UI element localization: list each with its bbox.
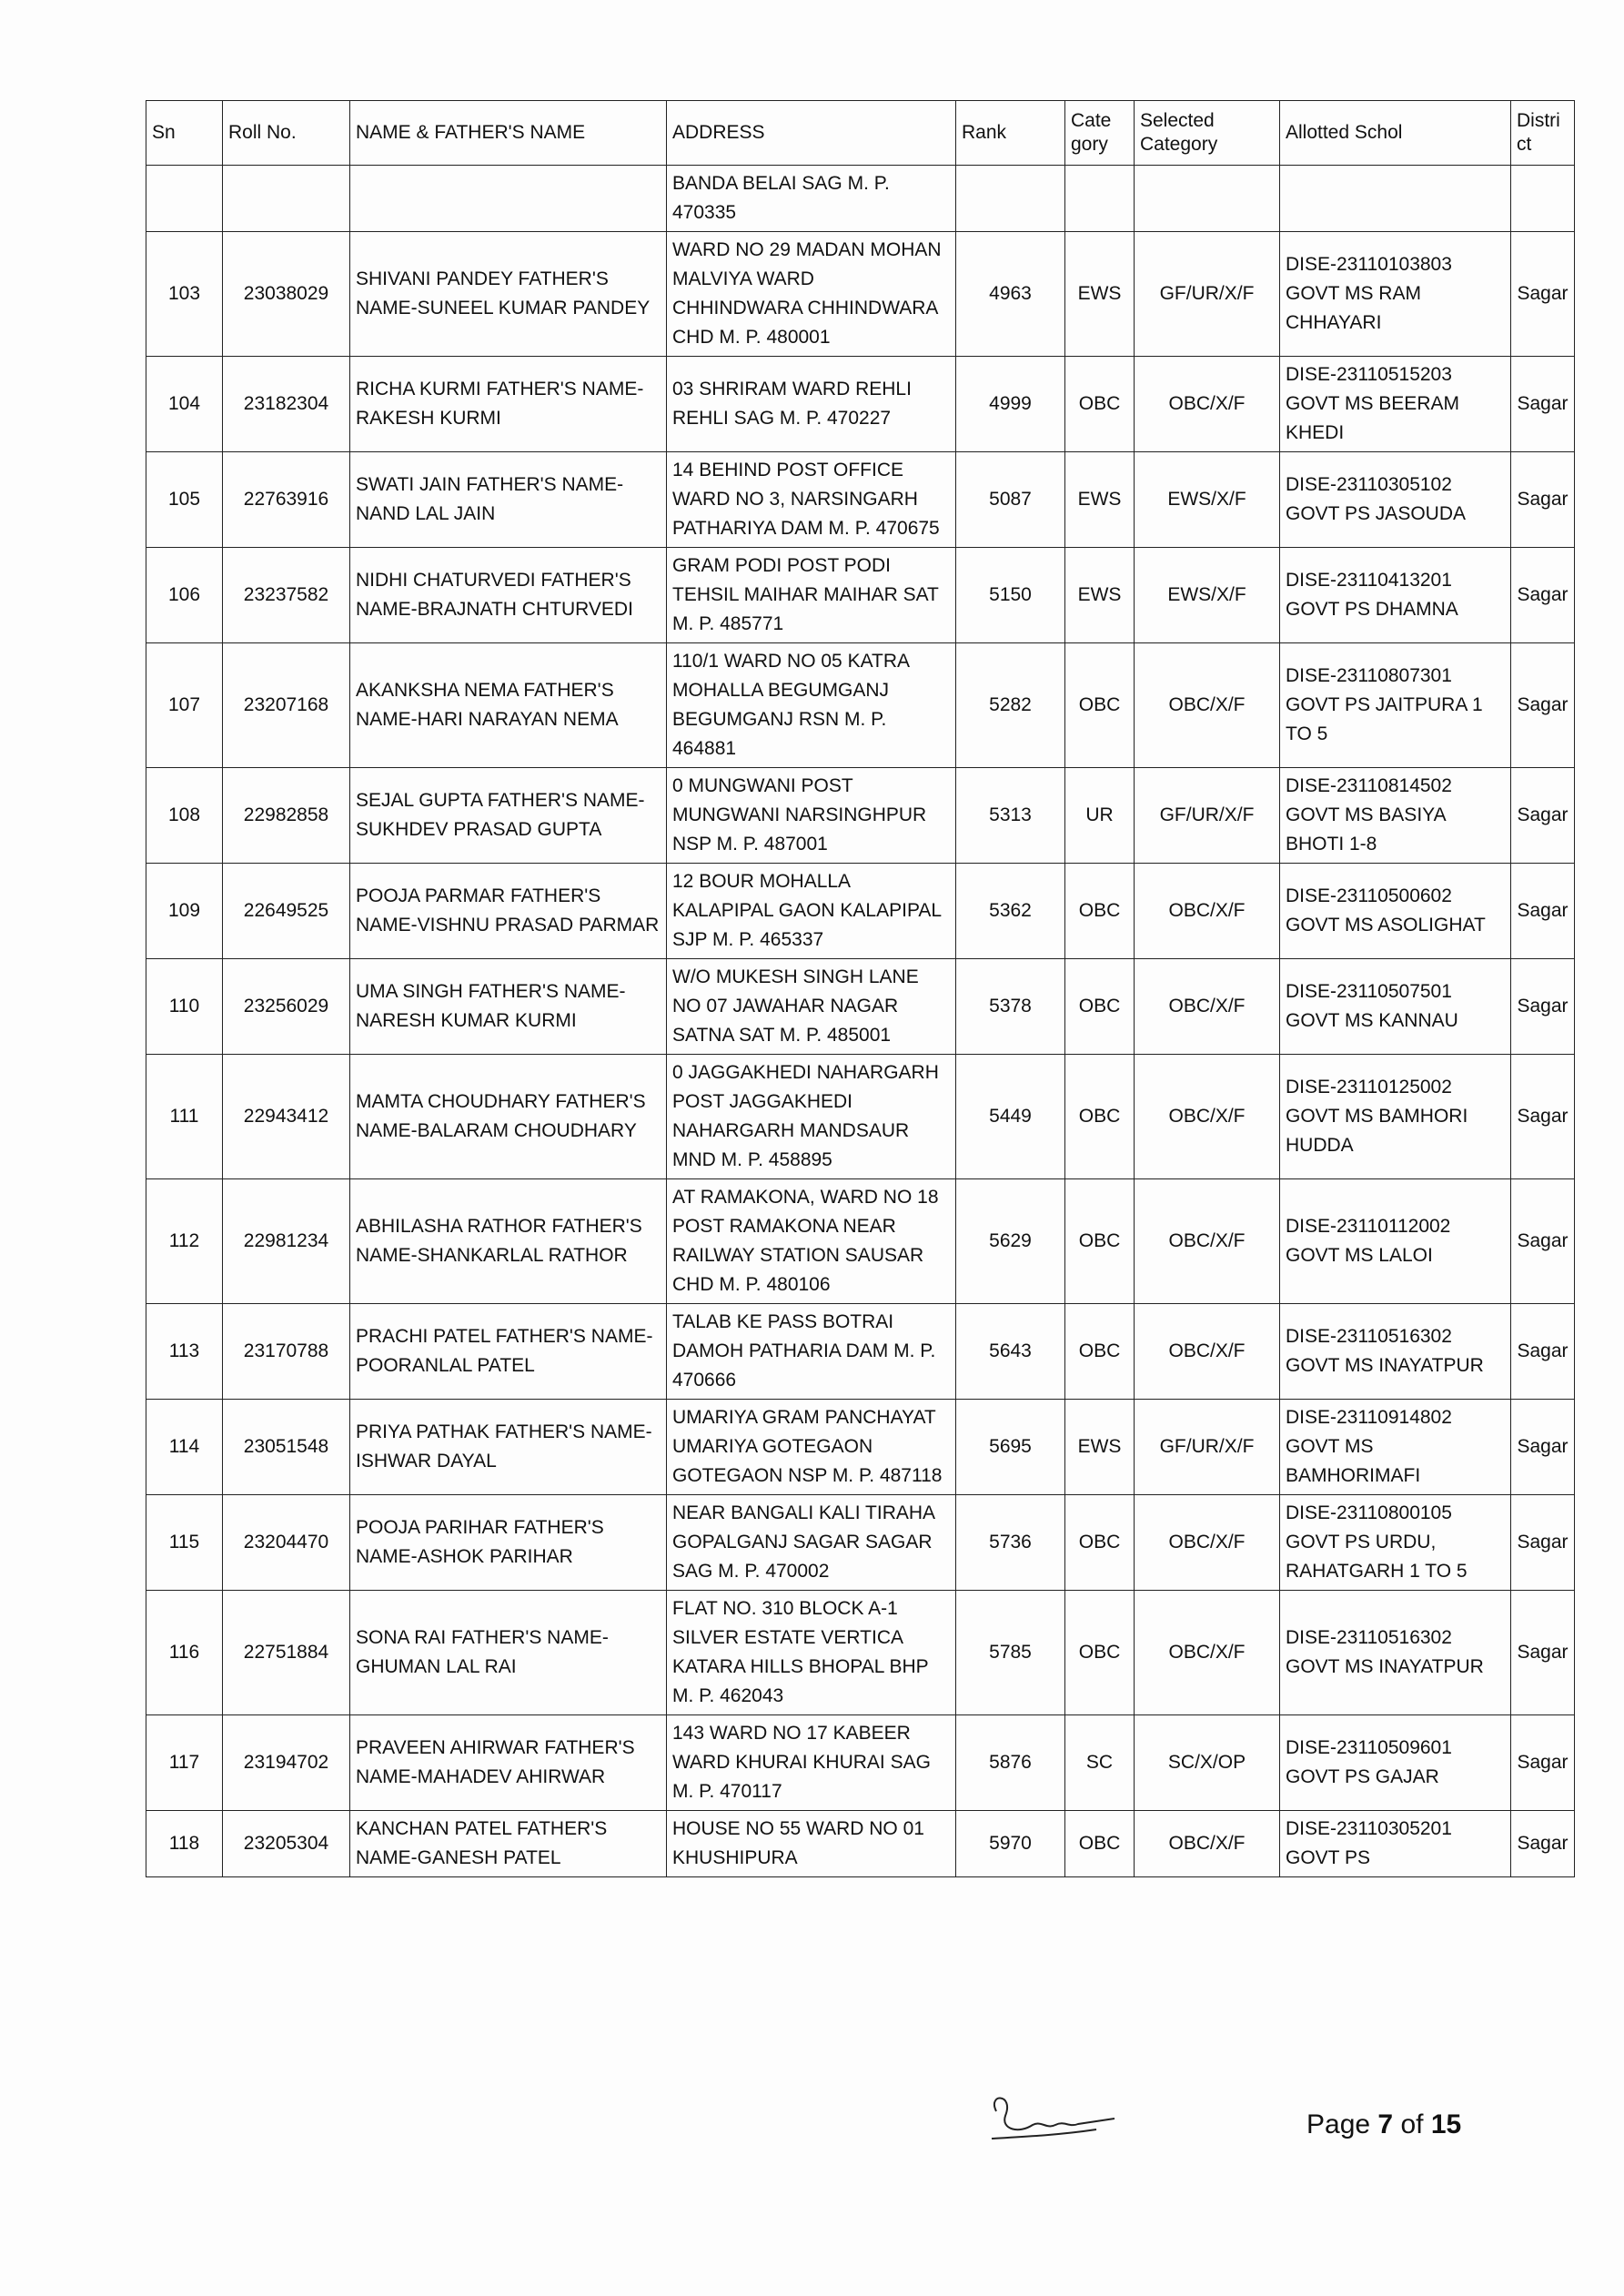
table-row — [146, 1811, 1575, 1877]
row-name: SEJAL GUPTA FATHER'S NAME-SUKHDEV PRASAD GUPTA — [350, 768, 667, 864]
row-address: 12 BOUR MOHALLA KALAPIPAL GAON KALAPIPAL SJP M. P. 465337 — [667, 864, 956, 959]
row-name: NIDHI CHATURVEDI FATHER'S NAME-BRAJNATH CHTURVEDI — [350, 548, 667, 643]
row-selected-category: OBC/X/F — [1135, 1055, 1280, 1179]
row-name: PRAVEEN AHIRWAR FATHER'S NAME-MAHADEV AHIRWAR — [350, 1715, 667, 1811]
row-allotted-school: DISE-23110103803 GOVT MS RAM CHHAYARI — [1280, 232, 1511, 357]
row-rank: 4963 — [956, 232, 1065, 357]
row-roll-no: 23237582 — [223, 548, 350, 643]
row-sn: 115 — [146, 1495, 223, 1591]
header-rank: Rank — [956, 101, 1065, 166]
row-address: 03 SHRIRAM WARD REHLI REHLI SAG M. P. 470227 — [667, 357, 956, 452]
header-category — [1065, 101, 1135, 166]
row-name: SONA RAI FATHER'S NAME-GHUMAN LAL RAI — [350, 1591, 667, 1715]
page-label: Page — [1306, 2109, 1371, 2139]
row-category: EWS — [1065, 548, 1135, 643]
row-sn: 114 — [146, 1400, 223, 1495]
header-selected-line2: Category — [1140, 134, 1218, 155]
row-district: Sagar — [1511, 1811, 1575, 1877]
row-rank: 5736 — [956, 1495, 1065, 1591]
header-selected-line1: Selected — [1140, 110, 1215, 131]
row-roll-no: 22982858 — [223, 768, 350, 864]
row-rank: 5362 — [956, 864, 1065, 959]
row-name: POOJA PARMAR FATHER'S NAME-VISHNU PRASAD PARMAR — [350, 864, 667, 959]
signature-mark — [978, 2084, 1124, 2157]
of-label: of — [1400, 2109, 1424, 2139]
row-category: OBC — [1065, 1591, 1135, 1715]
table-row — [146, 1495, 1575, 1591]
table-row — [146, 959, 1575, 1055]
header-category-line1: Cate — [1071, 110, 1112, 131]
row-district: Sagar — [1511, 548, 1575, 643]
row-category: OBC — [1065, 959, 1135, 1055]
row-district: Sagar — [1511, 959, 1575, 1055]
table-row — [146, 768, 1575, 864]
row-name: UMA SINGH FATHER'S NAME-NARESH KUMAR KURMI — [350, 959, 667, 1055]
row-name: SWATI JAIN FATHER'S NAME-NAND LAL JAIN — [350, 452, 667, 548]
row-category: OBC — [1065, 864, 1135, 959]
row-name: PRACHI PATEL FATHER'S NAME-POORANLAL PATEL — [350, 1304, 667, 1400]
row-district: Sagar — [1511, 768, 1575, 864]
row-name: SHIVANI PANDEY FATHER'S NAME-SUNEEL KUMAR PANDEY — [350, 232, 667, 357]
row-allotted-school: DISE-23110516302 GOVT MS INAYATPUR — [1280, 1591, 1511, 1715]
row-name: ABHILASHA RATHOR FATHER'S NAME-SHANKARLAL RATHOR — [350, 1179, 667, 1304]
row-selected-category: OBC/X/F — [1135, 1495, 1280, 1591]
row-selected-category: GF/UR/X/F — [1135, 1400, 1280, 1495]
row-selected-category: OBC/X/F — [1135, 959, 1280, 1055]
row-allotted-school: DISE-23110509601 GOVT PS GAJAR — [1280, 1715, 1511, 1811]
row-selected-category: OBC/X/F — [1135, 1179, 1280, 1304]
row-selected-category: GF/UR/X/F — [1135, 232, 1280, 357]
row-address: 110/1 WARD NO 05 KATRA MOHALLA BEGUMGANJ BEGUMGANJ RSN M. P. 464881 — [667, 643, 956, 768]
row-district: Sagar — [1511, 643, 1575, 768]
table-header-row — [146, 101, 1575, 166]
row-district: Sagar — [1511, 1055, 1575, 1179]
row-address: 14 BEHIND POST OFFICE WARD NO 3, NARSINGARH PATHARIYA DAM M. P. 470675 — [667, 452, 956, 548]
row-rank: 5449 — [956, 1055, 1065, 1179]
row-address: 0 MUNGWANI POST MUNGWANI NARSINGHPUR NSP M. P. 487001 — [667, 768, 956, 864]
row-allotted-school: DISE-23110305201 GOVT PS — [1280, 1811, 1511, 1877]
row-rank: 5313 — [956, 768, 1065, 864]
row-roll-no: 22763916 — [223, 452, 350, 548]
row-allotted-school: DISE-23110516302 GOVT MS INAYATPUR — [1280, 1304, 1511, 1400]
row-allotted-school: DISE-23110507501 GOVT MS KANNAU — [1280, 959, 1511, 1055]
allotment-table — [146, 100, 1575, 1877]
table-row — [146, 1304, 1575, 1400]
row-allotted-school: DISE-23110814502 GOVT MS BASIYA BHOTI 1-8 — [1280, 768, 1511, 864]
row-category: SC — [1065, 1715, 1135, 1811]
row-sn: 107 — [146, 643, 223, 768]
row-rank: 5378 — [956, 959, 1065, 1055]
row-selected-category: EWS/X/F — [1135, 548, 1280, 643]
row-address: WARD NO 29 MADAN MOHAN MALVIYA WARD CHHINDWARA CHHINDWARA CHD M. P. 480001 — [667, 232, 956, 357]
row-selected-category: OBC/X/F — [1135, 1811, 1280, 1877]
row-roll-no: 23194702 — [223, 1715, 350, 1811]
row-roll-no: 23204470 — [223, 1495, 350, 1591]
row-rank: 5629 — [956, 1179, 1065, 1304]
row-address: HOUSE NO 55 WARD NO 01 KHUSHIPURA — [667, 1811, 956, 1877]
header-address: ADDRESS — [667, 101, 956, 166]
row-address: W/O MUKESH SINGH LANE NO 07 JAWAHAR NAGAR SATNA SAT M. P. 485001 — [667, 959, 956, 1055]
row-sn: 112 — [146, 1179, 223, 1304]
row-roll-no: 23205304 — [223, 1811, 350, 1877]
row-rank: 5876 — [956, 1715, 1065, 1811]
row-roll-no: 23038029 — [223, 232, 350, 357]
row-district: Sagar — [1511, 864, 1575, 959]
row-sn: 111 — [146, 1055, 223, 1179]
row-category: OBC — [1065, 1179, 1135, 1304]
row-district: Sagar — [1511, 1715, 1575, 1811]
row-district: Sagar — [1511, 1304, 1575, 1400]
row-category: EWS — [1065, 232, 1135, 357]
row-allotted-school: DISE-23110125002 GOVT MS BAMHORI HUDDA — [1280, 1055, 1511, 1179]
row-address: 143 WARD NO 17 KABEER WARD KHURAI KHURAI SAG M. P. 470117 — [667, 1715, 956, 1811]
row-category: EWS — [1065, 1400, 1135, 1495]
row-name: KANCHAN PATEL FATHER'S NAME-GANESH PATEL — [350, 1811, 667, 1877]
row-rank: 5282 — [956, 643, 1065, 768]
table-row — [146, 1055, 1575, 1179]
table-row — [146, 864, 1575, 959]
row-sn: 116 — [146, 1591, 223, 1715]
row-roll-no: 22751884 — [223, 1591, 350, 1715]
row-district: Sagar — [1511, 1591, 1575, 1715]
row-rank: 5643 — [956, 1304, 1065, 1400]
row-roll-no: 23051548 — [223, 1400, 350, 1495]
table-row — [146, 452, 1575, 548]
row-address: UMARIYA GRAM PANCHAYAT UMARIYA GOTEGAON GOTEGAON NSP M. P. 487118 — [667, 1400, 956, 1495]
row-category: OBC — [1065, 1811, 1135, 1877]
row-category: UR — [1065, 768, 1135, 864]
row-district: Sagar — [1511, 357, 1575, 452]
row-sn: 113 — [146, 1304, 223, 1400]
row-sn: 106 — [146, 548, 223, 643]
row-roll-no: 23182304 — [223, 357, 350, 452]
row-selected-category: EWS/X/F — [1135, 452, 1280, 548]
continuation-row — [146, 166, 1575, 232]
row-roll-no: 22943412 — [223, 1055, 350, 1179]
row-district: Sagar — [1511, 1495, 1575, 1591]
header-selected-category — [1135, 101, 1280, 166]
header-category-line2: gory — [1071, 134, 1108, 155]
header-sn: Sn — [146, 101, 223, 166]
row-allotted-school: DISE-23110914802 GOVT MS BAMHORIMAFI — [1280, 1400, 1511, 1495]
row-sn: 105 — [146, 452, 223, 548]
table-row — [146, 548, 1575, 643]
row-address: TALAB KE PASS BOTRAI DAMOH PATHARIA DAM M. P. 470666 — [667, 1304, 956, 1400]
header-district-line2: ct — [1517, 134, 1532, 155]
row-address: 0 JAGGAKHEDI NAHARGARH POST JAGGAKHEDI NAHARGARH MANDSAUR MND M. P. 458895 — [667, 1055, 956, 1179]
row-selected-category: OBC/X/F — [1135, 357, 1280, 452]
table-row — [146, 232, 1575, 357]
row-allotted-school: DISE-23110807301 GOVT PS JAITPURA 1 TO 5 — [1280, 643, 1511, 768]
table-row — [146, 1591, 1575, 1715]
row-sn: 108 — [146, 768, 223, 864]
row-rank: 5785 — [956, 1591, 1065, 1715]
row-sn: 117 — [146, 1715, 223, 1811]
row-selected-category: SC/X/OP — [1135, 1715, 1280, 1811]
row-sn: 103 — [146, 232, 223, 357]
row-allotted-school: DISE-23110413201 GOVT PS DHAMNA — [1280, 548, 1511, 643]
row-sn: 104 — [146, 357, 223, 452]
row-roll-no: 23256029 — [223, 959, 350, 1055]
row-name: PRIYA PATHAK FATHER'S NAME-ISHWAR DAYAL — [350, 1400, 667, 1495]
row-name: RICHA KURMI FATHER'S NAME-RAKESH KURMI — [350, 357, 667, 452]
row-address: GRAM PODI POST PODI TEHSIL MAIHAR MAIHAR SAT M. P. 485771 — [667, 548, 956, 643]
row-sn: 109 — [146, 864, 223, 959]
row-roll-no: 23207168 — [223, 643, 350, 768]
table-row — [146, 1400, 1575, 1495]
total-pages: 15 — [1430, 2109, 1462, 2139]
page-number-footer — [1306, 2109, 1461, 2140]
continuation-address: BANDA BELAI SAG M. P. 470335 — [667, 166, 956, 232]
row-district: Sagar — [1511, 452, 1575, 548]
row-selected-category: OBC/X/F — [1135, 1591, 1280, 1715]
row-district: Sagar — [1511, 232, 1575, 357]
row-rank: 5150 — [956, 548, 1065, 643]
row-sn: 118 — [146, 1811, 223, 1877]
row-sn: 110 — [146, 959, 223, 1055]
row-allotted-school: DISE-23110500602 GOVT MS ASOLIGHAT — [1280, 864, 1511, 959]
table-row — [146, 357, 1575, 452]
row-rank: 5695 — [956, 1400, 1065, 1495]
header-district — [1511, 101, 1575, 166]
row-allotted-school: DISE-23110800105 GOVT PS URDU, RAHATGARH 1 TO 5 — [1280, 1495, 1511, 1591]
row-roll-no: 23170788 — [223, 1304, 350, 1400]
table-row — [146, 1715, 1575, 1811]
row-rank: 4999 — [956, 357, 1065, 452]
row-allotted-school: DISE-23110112002 GOVT MS LALOI — [1280, 1179, 1511, 1304]
row-allotted-school: DISE-23110305102 GOVT PS JASOUDA — [1280, 452, 1511, 548]
row-address: AT RAMAKONA, WARD NO 18 POST RAMAKONA NEAR RAILWAY STATION SAUSAR CHD M. P. 480106 — [667, 1179, 956, 1304]
row-category: OBC — [1065, 1495, 1135, 1591]
row-rank: 5087 — [956, 452, 1065, 548]
header-allotted-school: Allotted Schol — [1280, 101, 1511, 166]
row-name: AKANKSHA NEMA FATHER'S NAME-HARI NARAYAN NEMA — [350, 643, 667, 768]
table-row — [146, 643, 1575, 768]
row-selected-category: OBC/X/F — [1135, 864, 1280, 959]
row-selected-category: OBC/X/F — [1135, 1304, 1280, 1400]
header-district-line1: Distri — [1517, 110, 1560, 131]
header-roll-no: Roll No. — [223, 101, 350, 166]
row-rank: 5970 — [956, 1811, 1065, 1877]
row-category: OBC — [1065, 357, 1135, 452]
row-district: Sagar — [1511, 1400, 1575, 1495]
header-name: NAME & FATHER'S NAME — [350, 101, 667, 166]
row-address: FLAT NO. 310 BLOCK A-1 SILVER ESTATE VERTICA KATARA HILLS BHOPAL BHP M. P. 462043 — [667, 1591, 956, 1715]
row-selected-category: OBC/X/F — [1135, 643, 1280, 768]
table-row — [146, 1179, 1575, 1304]
row-name: MAMTA CHOUDHARY FATHER'S NAME-BALARAM CHOUDHARY — [350, 1055, 667, 1179]
row-category: OBC — [1065, 1055, 1135, 1179]
row-allotted-school: DISE-23110515203 GOVT MS BEERAM KHEDI — [1280, 357, 1511, 452]
row-category: EWS — [1065, 452, 1135, 548]
row-name: POOJA PARIHAR FATHER'S NAME-ASHOK PARIHAR — [350, 1495, 667, 1591]
row-category: OBC — [1065, 643, 1135, 768]
row-selected-category: GF/UR/X/F — [1135, 768, 1280, 864]
row-roll-no: 22649525 — [223, 864, 350, 959]
row-category: OBC — [1065, 1304, 1135, 1400]
page-number: 7 — [1377, 2109, 1394, 2139]
row-district: Sagar — [1511, 1179, 1575, 1304]
row-roll-no: 22981234 — [223, 1179, 350, 1304]
row-address: NEAR BANGALI KALI TIRAHA GOPALGANJ SAGAR SAGAR SAG M. P. 470002 — [667, 1495, 956, 1591]
